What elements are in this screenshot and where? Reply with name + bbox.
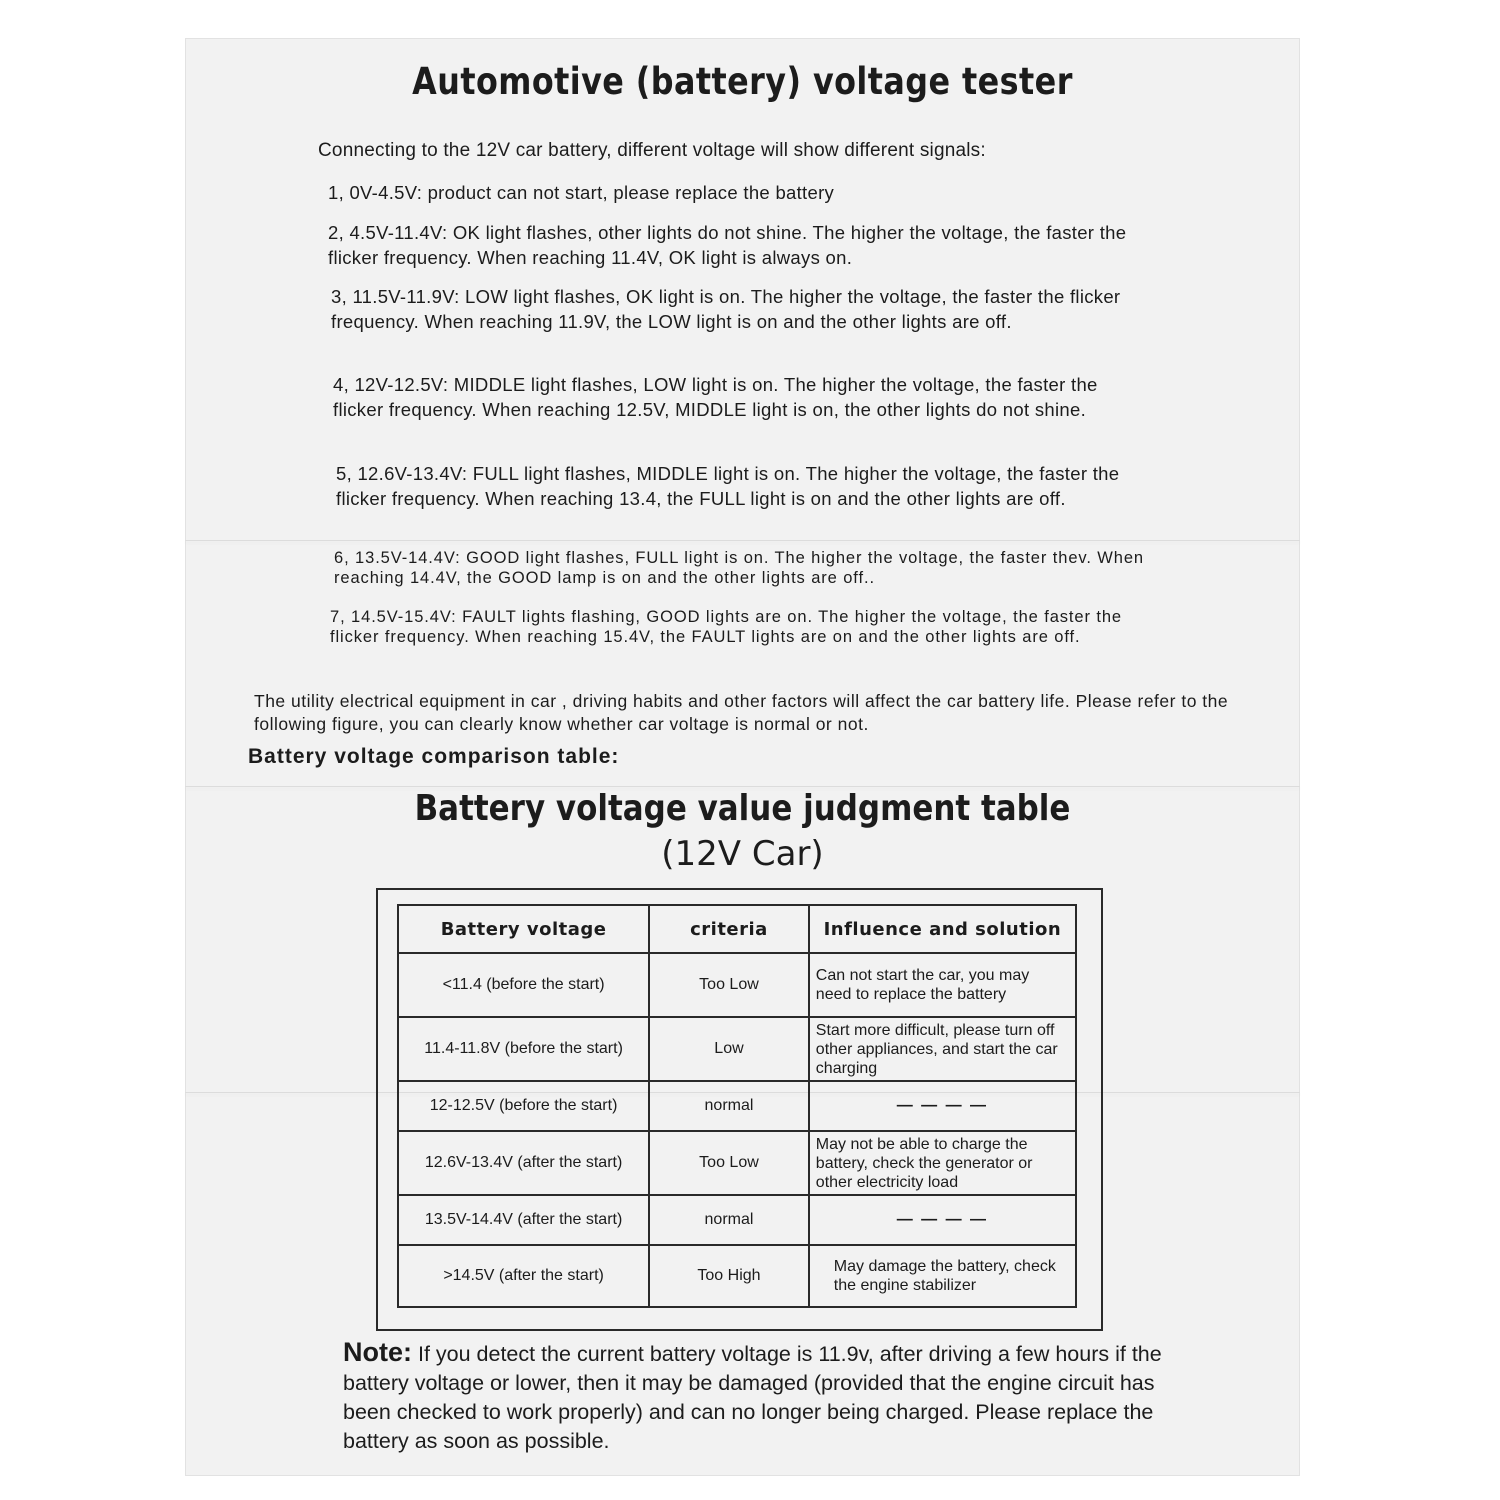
influence-cell: May not be able to charge the battery, check the generator or other electricity load xyxy=(809,1131,1076,1195)
table-row xyxy=(398,1081,1076,1131)
note-paragraph xyxy=(343,1338,1173,1456)
fold-line xyxy=(185,540,1300,541)
table-row xyxy=(398,953,1076,1017)
voltage-cell: 13.5V-14.4V (after the start) xyxy=(398,1195,649,1245)
list-item: 6, 13.5V-14.4V: GOOD light flashes, FULL light is on. The higher the voltage, the faster thev. When reaching 14.4V, the GOOD lamp is on and the other lights are off.. xyxy=(334,549,1144,587)
note-label: Note: xyxy=(343,1337,412,1367)
influence-cell: — — — — xyxy=(809,1081,1076,1131)
document-title: Automotive (battery) voltage tester xyxy=(412,60,1073,103)
intro-text: Connecting to the 12V car battery, different voltage will show different signals: xyxy=(318,140,986,161)
table-row xyxy=(398,1017,1076,1081)
criteria-cell: Low xyxy=(649,1017,809,1081)
criteria-cell: Too High xyxy=(649,1245,809,1307)
influence-cell: Start more difficult, please turn off other appliances, and start the car charging xyxy=(809,1017,1076,1081)
comparison-heading: Battery voltage comparison table: xyxy=(248,745,620,768)
judgment-table-subtitle: (12V Car) xyxy=(661,834,824,874)
judgment-table xyxy=(397,904,1077,1308)
table-row xyxy=(398,1131,1076,1195)
voltage-cell: >14.5V (after the start) xyxy=(398,1245,649,1307)
list-item: 5, 12.6V-13.4V: FULL light flashes, MIDDLE light is on. The higher the voltage, the faster the flicker frequency. When reaching 13.4, the FULL light is on and the other lights are off. xyxy=(336,463,1120,509)
criteria-cell: normal xyxy=(649,1081,809,1131)
influence-cell: — — — — xyxy=(809,1195,1076,1245)
judgment-table-title: Battery voltage value judgment table xyxy=(414,788,1071,829)
voltage-cell: <11.4 (before the start) xyxy=(398,953,649,1017)
criteria-cell: normal xyxy=(649,1195,809,1245)
utility-paragraph: The utility electrical equipment in car , driving habits and other factors will affect the car battery life. Please refer to the following figure, you can clearly know whether car voltage is normal or not. xyxy=(254,691,1229,734)
criteria-cell: Too Low xyxy=(649,953,809,1017)
voltage-cell: 12-12.5V (before the start) xyxy=(398,1081,649,1131)
table-row xyxy=(398,1195,1076,1245)
column-header: Battery voltage xyxy=(398,905,649,953)
fold-line xyxy=(185,786,1300,787)
voltage-cell: 11.4-11.8V (before the start) xyxy=(398,1017,649,1081)
list-item: 2, 4.5V-11.4V: OK light flashes, other lights do not shine. The higher the voltage, the faster the flicker frequency. When reaching 11.4V, OK light is always on. xyxy=(328,222,1127,268)
criteria-cell: Too Low xyxy=(649,1131,809,1195)
list-item: 3, 11.5V-11.9V: LOW light flashes, OK light is on. The higher the voltage, the faster the flicker frequency. When reaching 11.9V, the LOW light is on and the other lights are off. xyxy=(331,286,1121,332)
table-header-row xyxy=(398,905,1076,953)
influence-cell: May damage the battery, check the engine stabilizer xyxy=(809,1245,1076,1307)
list-item: 1, 0V-4.5V: product can not start, please replace the battery xyxy=(328,182,835,203)
column-header: Influence and solution xyxy=(809,905,1076,953)
voltage-cell: 12.6V-13.4V (after the start) xyxy=(398,1131,649,1195)
list-item: 4, 12V-12.5V: MIDDLE light flashes, LOW light is on. The higher the voltage, the faster the flicker frequency. When reaching 12.5V, MIDDLE light is on, the other lights do not shine. xyxy=(333,374,1098,420)
column-header: criteria xyxy=(649,905,809,953)
influence-cell: Can not start the car, you may need to replace the battery xyxy=(809,953,1076,1017)
note-text: If you detect the current battery voltage is 11.9v, after driving a few hours if the battery voltage or lower, then it may be damaged (provided that the engine circuit has been checked to work properly) and can no longer being charged. Please replace the battery as soon as possible. xyxy=(343,1342,1162,1453)
table-row xyxy=(398,1245,1076,1307)
list-item: 7, 14.5V-15.4V: FAULT lights flashing, GOOD lights are on. The higher the voltage, the faster the flicker frequency. When reaching 15.4V, the FAULT lights are on and the other lights are off. xyxy=(330,608,1123,646)
